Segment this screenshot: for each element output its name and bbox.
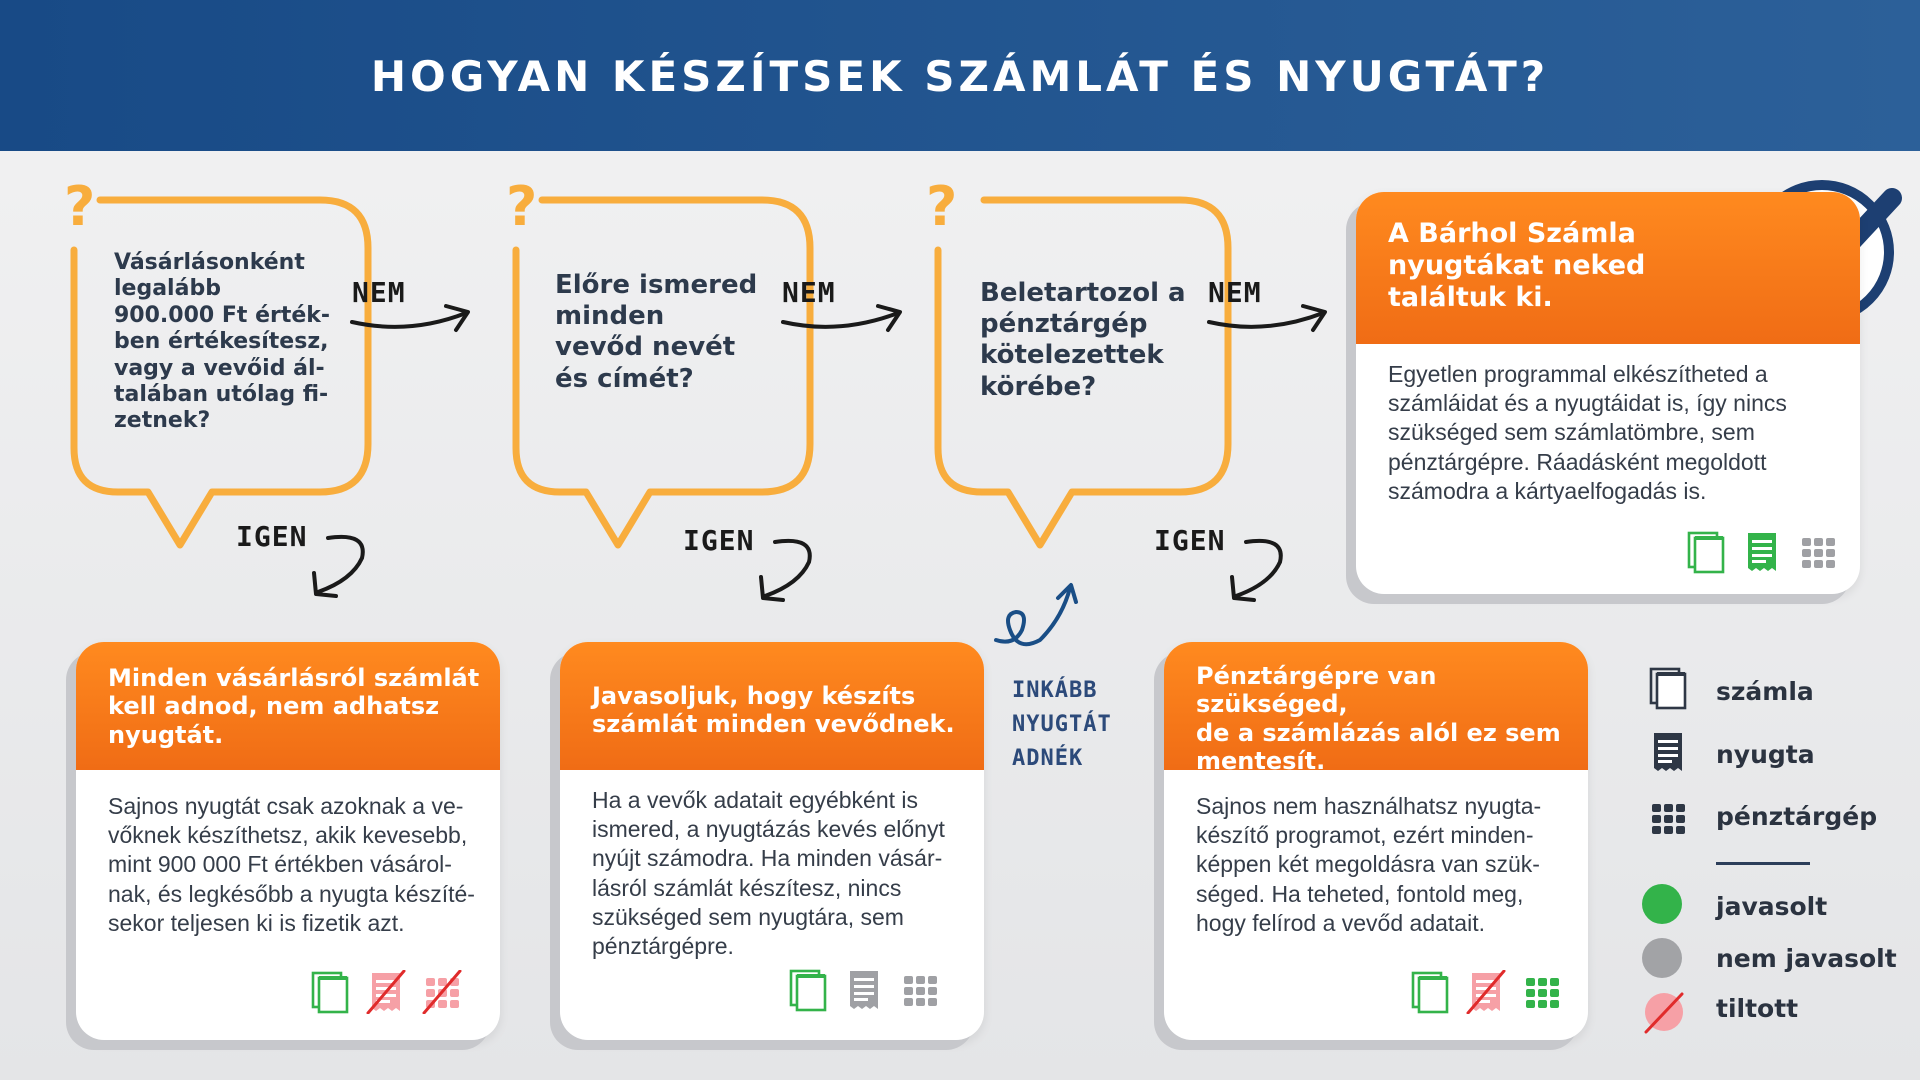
question-3-text: Beletartozol a pénztárgép kötelezettek körébe? xyxy=(980,278,1186,402)
page-title: HOGYAN KÉSZÍTSEK SZÁMLÁT ÉS NYUGTÁT? xyxy=(370,52,1550,101)
nyugta-forbidden-icon xyxy=(366,970,406,1014)
penztargep-forbidden-icon xyxy=(422,970,462,1014)
nyugta-icon xyxy=(1742,530,1782,574)
igen-arrow-2 xyxy=(761,541,810,600)
legend-szamla-icon xyxy=(1648,666,1688,710)
legend-szamla-label: számla xyxy=(1716,677,1814,706)
igen-label: IGEN xyxy=(1154,524,1226,557)
result-card-barhol xyxy=(1356,192,1860,594)
legend-tiltott-icon xyxy=(1642,990,1682,1030)
legend-tiltott-label: tiltott xyxy=(1716,994,1799,1023)
result-card-text: Sajnos nem használhatsz nyugta- készítő programot, ezért minden- képpen két megoldásra van szük- séged. Ha teheted, fontold meg, hogy felírod a vevőd adatait. xyxy=(1196,793,1542,936)
legend-nyugta-icon xyxy=(1648,730,1688,774)
result-card-text: Ha a vevők adatait egyébként is ismered, a nyugtázás kevés előnyt nyújt számodra. Ha minden vásár- lásról számlát készítesz, nincs szükséged sem nyugtára, sem pénztárgépre. xyxy=(592,787,945,960)
result-card-title: Javasoljuk, hogy készíts számlát minden vevődnek. xyxy=(560,642,984,770)
legend-javasolt-label: javasolt xyxy=(1716,892,1828,921)
penztargep-icon xyxy=(900,968,940,1012)
legend-penztargep-icon xyxy=(1648,796,1688,840)
legend-divider xyxy=(1716,862,1810,865)
result-card-penztargep xyxy=(1164,642,1588,1040)
nyugta-icon xyxy=(844,968,884,1012)
szamla-icon xyxy=(310,970,350,1014)
igen-arrow-3 xyxy=(1232,541,1281,600)
result-card-icons xyxy=(310,970,462,1014)
result-card-icons xyxy=(788,968,940,1012)
legend-nyugta-label: nyugta xyxy=(1716,740,1815,769)
result-card-title: Pénztárgépre van szükséged, de a számlázás alól ez sem mentesít. xyxy=(1164,642,1588,770)
result-card-text: Egyetlen programmal elkészítheted a számláidat és a nyugtáidat is, így nincs szükséged sem számlatömbre, sem pénztárgépre. Ráadásként megoldott számodra a kártyaelfogadás is. xyxy=(1388,361,1787,504)
result-card-icons xyxy=(1410,970,1562,1014)
result-card-title: A Bárhol Számla nyugtákat neked találtuk ki. xyxy=(1356,192,1860,344)
legend-penztargep-label: pénztárgép xyxy=(1716,802,1878,831)
szamla-icon xyxy=(1410,970,1450,1014)
legend-nem-javasolt-label: nem javasolt xyxy=(1716,944,1897,973)
penztargep-icon xyxy=(1522,970,1562,1014)
result-card-icons xyxy=(1686,530,1838,574)
result-card-title: Minden vásárlásról számlát kell adnod, nem adhatsz nyugtát. xyxy=(76,642,500,770)
inkabb-nyugtat-note: INKÁBB NYUGTÁT ADNÉK xyxy=(1012,678,1112,772)
legend-javasolt-dot xyxy=(1642,884,1682,924)
igen-arrow-1 xyxy=(314,537,363,596)
question-1-text: Vásárlásonként legalább 900.000 Ft érték- ben értékesítesz, vagy a vevőid ál- talában utólag fi- zetnek? xyxy=(114,250,331,434)
nem-arrow-2 xyxy=(783,306,900,330)
nyugta-forbidden-icon xyxy=(1466,970,1506,1014)
question-mark-icon: ? xyxy=(506,175,538,238)
szamla-icon xyxy=(1686,530,1726,574)
penztargep-icon xyxy=(1798,530,1838,574)
legend-nem-javasolt-dot xyxy=(1642,938,1682,978)
igen-label: IGEN xyxy=(236,520,308,553)
igen-label: IGEN xyxy=(683,524,755,557)
nem-label: NEM xyxy=(782,276,836,309)
question-mark-icon: ? xyxy=(64,175,96,238)
nem-label: NEM xyxy=(352,276,406,309)
result-card-text: Sajnos nyugtát csak azoknak a ve- vőknek készíthetsz, akik kevesebb, mint 900 000 Ft értékben vásárol- nak, és legkésőbb a nyugta készíté- sekor teljesen ki is fizetik azt. xyxy=(108,793,475,936)
question-mark-icon: ? xyxy=(926,175,958,238)
inkabb-arrow xyxy=(996,585,1076,644)
result-card-szamla-kotelezo xyxy=(76,642,500,1040)
nem-label: NEM xyxy=(1208,276,1262,309)
question-2-text: Előre ismered minden vevőd nevét és címét? xyxy=(555,270,758,394)
result-card-szamla-javasolt xyxy=(560,642,984,1040)
szamla-icon xyxy=(788,968,828,1012)
